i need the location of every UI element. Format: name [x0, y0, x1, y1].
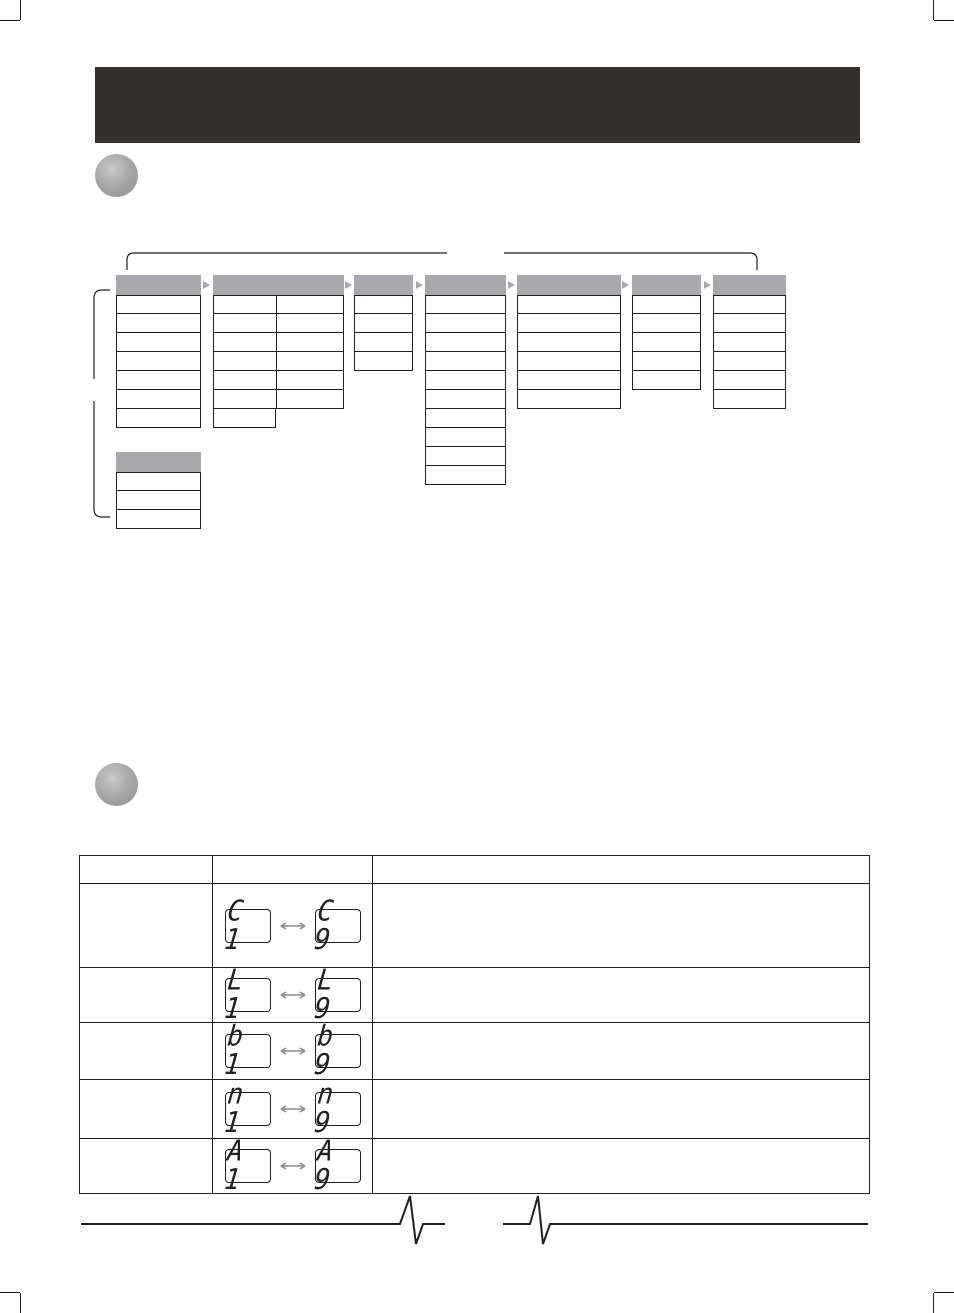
column-cell: [116, 314, 201, 333]
diagram-column: [354, 275, 413, 371]
lcd-display: [222, 964, 271, 1026]
lcd-text: b 1: [222, 1020, 248, 1082]
lcd-text: L 1: [222, 964, 248, 1026]
column-cell: [116, 352, 201, 371]
column-cell: [517, 295, 621, 314]
column-cell: [713, 371, 786, 390]
crop-mark: [934, 1292, 954, 1293]
column-header: [632, 275, 701, 295]
crop-mark: [933, 1293, 934, 1313]
double-arrow-icon: [280, 1161, 306, 1171]
lcd-display: [312, 1020, 361, 1082]
lcd-display: [312, 1135, 361, 1197]
table-header-cell: [213, 856, 373, 884]
top-bracket: [120, 248, 765, 272]
lcd-display: [222, 1135, 271, 1197]
display-cell: [213, 964, 373, 1026]
table-row: [80, 968, 870, 1023]
column-cell: [354, 314, 413, 333]
column-cell: [425, 371, 506, 390]
column-cell: [517, 314, 621, 333]
display-cell: [213, 1080, 373, 1139]
table-cell: [80, 968, 213, 1023]
lcd-text: A 9: [312, 1135, 338, 1197]
crop-mark: [20, 0, 21, 20]
double-arrow-icon: [280, 990, 306, 1000]
crop-mark: [0, 1292, 20, 1293]
display-cell: [213, 1135, 373, 1197]
column-cell: [632, 314, 701, 333]
column-cell: [517, 333, 621, 352]
lcd-display: [312, 894, 361, 957]
table-cell: [373, 1023, 870, 1080]
cell-divider: [276, 351, 277, 371]
lcd-text: b 9: [312, 1020, 338, 1082]
column-cell: [116, 390, 201, 409]
crop-mark: [20, 1293, 21, 1313]
column-cell: [116, 371, 201, 390]
column-cell: [632, 295, 701, 314]
diagram-column: [425, 275, 506, 485]
mode-table: [79, 855, 870, 1197]
left-bracket: [86, 285, 116, 525]
column-cell: [116, 472, 201, 491]
table-row: [80, 884, 870, 968]
lcd-display: [312, 964, 361, 1026]
lcd-text: A 1: [222, 1135, 248, 1197]
cell-divider: [276, 332, 277, 352]
cell-divider: [276, 370, 277, 390]
double-arrow-icon: [280, 921, 306, 931]
table-row: [80, 1023, 870, 1080]
diagram-column: [116, 452, 201, 529]
column-cell: [713, 314, 786, 333]
column-cell: [213, 409, 276, 428]
lcd-display: [222, 1078, 271, 1140]
display-cell: [213, 1020, 373, 1082]
table-cell: [373, 968, 870, 1023]
table-row: [80, 1139, 870, 1194]
lcd-display: [222, 1020, 271, 1082]
column-cell: [116, 295, 201, 314]
flow-arrow: [622, 281, 629, 289]
diagram-column: [713, 275, 786, 409]
display-cell: [213, 884, 373, 968]
column-cell: [713, 333, 786, 352]
table-cell: [373, 1080, 870, 1139]
column-header: [213, 275, 344, 295]
column-cell: [213, 314, 344, 333]
column-cell: [116, 510, 201, 529]
column-cell: [116, 333, 201, 352]
column-cell: [425, 390, 506, 409]
column-cell: [425, 409, 506, 428]
column-cell: [425, 466, 506, 485]
column-cell: [354, 333, 413, 352]
double-arrow-icon: [280, 1046, 306, 1056]
column-cell: [425, 447, 506, 466]
table-cell: [80, 1080, 213, 1139]
column-cell: [632, 371, 701, 390]
flow-arrow: [416, 281, 423, 289]
column-header: [116, 275, 201, 295]
diagram-column: [517, 275, 621, 409]
column-cell: [354, 295, 413, 314]
lcd-display: [312, 1078, 361, 1140]
cell-divider: [276, 313, 277, 333]
column-cell: [517, 390, 621, 409]
column-cell: [517, 352, 621, 371]
table-cell: [80, 1139, 213, 1194]
diagram-column: [116, 275, 201, 428]
column-cell: [116, 409, 201, 428]
section-bullet-2: [95, 763, 138, 806]
column-header: [116, 452, 201, 472]
column-cell: [425, 314, 506, 333]
column-cell: [213, 333, 344, 352]
double-arrow-icon: [280, 1104, 306, 1114]
table-cell: [373, 1139, 870, 1194]
column-cell: [213, 390, 344, 409]
lcd-text: n 9: [312, 1078, 338, 1140]
lcd-text: C 9: [312, 894, 338, 957]
section-header-bar: [95, 67, 860, 143]
table-cell: [80, 1023, 213, 1080]
crop-mark: [934, 20, 954, 21]
section-bullet-1: [95, 154, 138, 197]
crop-mark: [0, 20, 20, 21]
column-cell: [713, 390, 786, 409]
table-cell: [80, 884, 213, 968]
table-header-cell: [80, 856, 213, 884]
column-header: [354, 275, 413, 295]
column-cell: [517, 371, 621, 390]
column-header: [713, 275, 786, 295]
column-cell: [116, 491, 201, 510]
flow-arrow: [508, 281, 515, 289]
column-cell: [713, 295, 786, 314]
cell-divider: [276, 295, 277, 314]
column-cell: [213, 352, 344, 371]
column-cell: [425, 333, 506, 352]
column-cell: [213, 295, 344, 314]
column-cell: [632, 333, 701, 352]
flow-arrow: [345, 281, 352, 289]
flow-arrow: [203, 281, 210, 289]
table-header-cell: [373, 856, 870, 884]
column-cell: [632, 352, 701, 371]
column-cell: [425, 295, 506, 314]
column-cell: [713, 352, 786, 371]
flow-arrow: [704, 281, 711, 289]
column-cell: [425, 428, 506, 447]
column-cell: [354, 352, 413, 371]
diagram-column: [213, 275, 344, 428]
lcd-text: L 9: [312, 964, 338, 1026]
column-header: [517, 275, 621, 295]
column-cell: [425, 352, 506, 371]
lcd-display: [222, 894, 271, 957]
column-header: [425, 275, 506, 295]
lcd-text: n 1: [222, 1078, 248, 1140]
column-cell: [213, 371, 344, 390]
lcd-text: C 1: [222, 894, 248, 957]
diagram-column: [632, 275, 701, 390]
cell-divider: [276, 389, 277, 409]
crop-mark: [933, 0, 934, 20]
table-row: [80, 1080, 870, 1139]
footer-pulse-line: [78, 1190, 873, 1250]
table-cell: [373, 884, 870, 968]
table-header-row: [80, 856, 870, 884]
